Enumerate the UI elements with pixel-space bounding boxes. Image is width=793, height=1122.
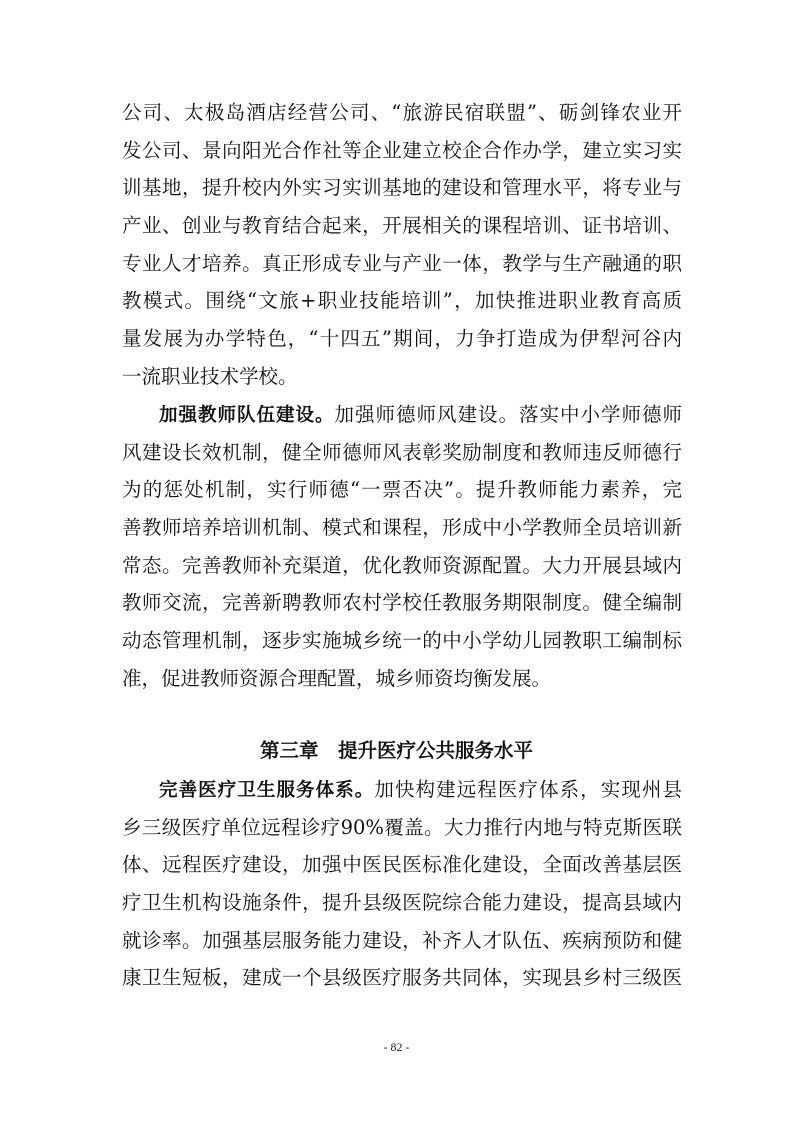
text-line: 康卫生短板，建成一个县级医疗服务共同体，实现县乡村三级医 — [122, 966, 682, 990]
text-line: 为的惩处机制，实行师德“一票否决”。提升教师能力素养，完 — [122, 478, 682, 502]
text-line: 体、远程医疗建设，加强中医民医标准化建设，全面改善基层医 — [122, 853, 682, 877]
text-line: 风建设长效机制，健全师德师风表彰奖励制度和教师违反师德行 — [122, 440, 682, 464]
paragraph-teacher-team — [122, 396, 682, 698]
chapter-title: 第三章 提升医疗公共服务水平 — [259, 739, 533, 762]
paragraph-first-line — [122, 771, 682, 809]
text-line: 一流职业技术学校。 — [122, 364, 298, 388]
text-line: 训基地，提升校内外实习实训基地的建设和管理水平，将专业与 — [122, 176, 682, 200]
paragraph-heading: 加强教师队伍建设。 — [159, 405, 335, 426]
text-line: 产业、创业与教育结合起来，开展相关的课程培训、证书培训、 — [122, 214, 682, 238]
paragraph-school-enterprise — [122, 94, 682, 396]
text-line: 乡三级医疗单位远程诊疗90%覆盖。大力推行内地与特克斯医联 — [122, 815, 682, 839]
page-number: - 82 - — [383, 1040, 410, 1054]
text-line: 疗卫生机构设施条件，提升县级医院综合能力建设，提高县域内 — [122, 891, 682, 915]
text-line: 就诊率。加强基层服务能力建设，补齐人才队伍、疾病预防和健 — [122, 928, 682, 952]
paragraph-first-line — [122, 396, 682, 434]
text-line: 教模式。围绕“文旅+职业技能培训”，加快推进职业教育高质 — [122, 289, 682, 313]
paragraph-heading: 完善医疗卫生服务体系。 — [159, 780, 375, 801]
text-line: 善教师培养培训机制、模式和课程，形成中小学教师全员培训新 — [122, 516, 682, 540]
text-run: 加强师德师风建设。落实中小学师德师 — [334, 403, 682, 426]
text-line: 专业人才培养。真正形成专业与产业一体，教学与生产融通的职 — [122, 251, 682, 275]
paragraph-medical-system — [122, 771, 682, 997]
text-line: 教师交流，完善新聘教师农村学校任教服务期限制度。健全编制 — [122, 591, 682, 615]
text-line: 准，促进教师资源合理配置，城乡师资均衡发展。 — [122, 666, 552, 690]
text-line: 发公司、景向阳光合作社等企业建立校企合作办学，建立实习实 — [122, 138, 682, 162]
text-line: 公司、太极岛酒店经营公司、“旅游民宿联盟”、砺剑锋农业开 — [122, 101, 682, 124]
text-line: 动态管理机制，逐步实施城乡统一的中小学幼儿园教职工编制标 — [122, 629, 682, 653]
text-line: 量发展为办学特色，“十四五”期间，力争打造成为伊犁河谷内 — [122, 327, 682, 351]
text-run: 加快构建远程医疗体系，实现州县 — [374, 778, 682, 801]
text-line: 常态。完善教师补充渠道，优化教师资源配置。大力开展县域内 — [122, 553, 682, 577]
